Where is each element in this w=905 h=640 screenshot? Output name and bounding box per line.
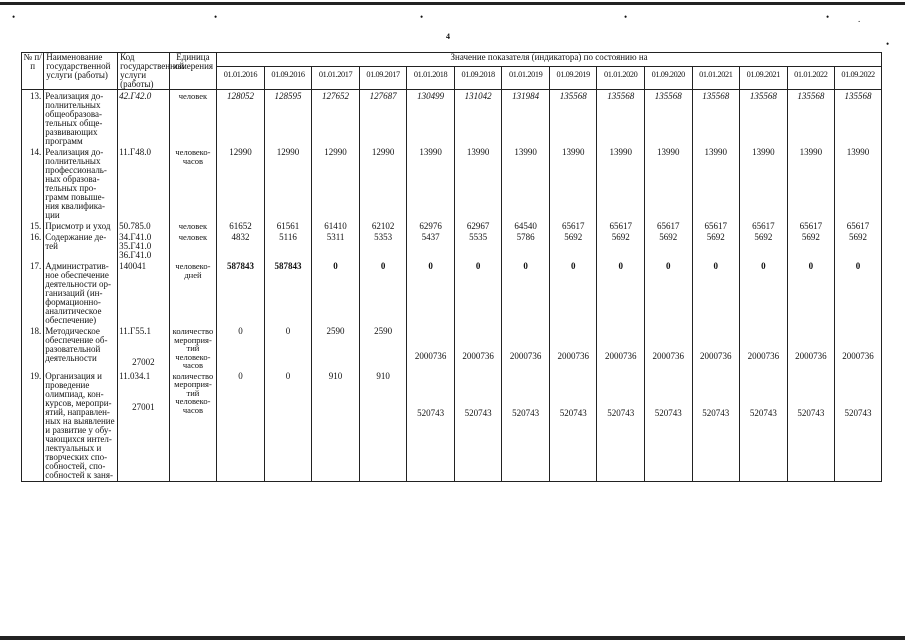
value-cell: 127687 [359,90,407,148]
value-cell: 2590 [312,326,360,371]
value-cell: 13990 [787,147,835,221]
row-number: 17. [22,261,44,326]
value-cell: 13990 [692,147,740,221]
value-cell: 131042 [454,90,502,148]
value-cell: 0 [407,261,455,326]
unit-group [169,326,217,371]
service-name: Организация и проведение олимпиад, кон-курсов, меропри-ятий, направлен-ных на выявление и развитие у обу-чающихся интел-лектуальных и творческих спо-собностей, спо-собностей к заня- [44,371,118,482]
value-cell: 520743 [454,371,502,482]
value-cell: 13990 [407,147,455,221]
service-code: 11.Г48.0 [118,147,170,221]
table-row [22,221,882,232]
value-cell: 65617 [692,221,740,232]
value-cell: 5437 [407,232,455,261]
value-cell: 520743 [835,371,882,482]
value-cell: 64540 [502,221,550,232]
service-code: 11.034.1 [119,370,151,381]
value-cell: 520743 [502,371,550,482]
row-number: 19. [22,371,44,482]
value-cell: 13990 [454,147,502,221]
header-date: 01.01.2016 [217,67,265,90]
value-cell: 0 [692,261,740,326]
value-cell: 910 [359,371,407,482]
service-name: Методическое обеспечение об-разовательной деятельности [44,326,118,371]
code-gap [119,381,168,403]
row-number: 13. [22,90,44,148]
value-cell: 2000736 [835,326,882,371]
value-cell: 135568 [787,90,835,148]
row-number: 15. [22,221,44,232]
value-cell: 5692 [597,232,645,261]
header-name: Наименование государственной услуги (работы) [44,53,118,90]
table-row [22,371,882,482]
value-cell: 135568 [692,90,740,148]
value-cell: 520743 [549,371,597,482]
value-cell: 13990 [502,147,550,221]
scan-speck: • [420,12,424,22]
unit-group [169,371,217,482]
value-cell: 128595 [264,90,312,148]
value-cell: 13990 [740,147,788,221]
indicator-table [21,52,882,482]
service-name: Административ-ное обеспечение деятельности ор-ганизаций (ин-формационно-аналитическое обеспечение) [44,261,118,326]
value-cell: 5692 [549,232,597,261]
value-cell: 2590 [359,326,407,371]
value-cell: 0 [787,261,835,326]
header-date: 01.01.2017 [312,67,360,90]
scan-speck: • [826,12,830,22]
value-cell: 0 [359,261,407,326]
value-cell: 65617 [644,221,692,232]
value-cell: 13990 [549,147,597,221]
value-cell: 0 [454,261,502,326]
value-cell: 0 [217,326,265,371]
value-cell: 0 [644,261,692,326]
value-cell: 65617 [835,221,882,232]
value-cell: 0 [835,261,882,326]
table-row [22,232,882,261]
value-cell: 5692 [692,232,740,261]
value-cell: 2000736 [740,326,788,371]
scan-speck: . [858,14,861,24]
value-cell: 0 [264,326,312,371]
header-num: № п/п [22,53,44,90]
value-cell: 65617 [597,221,645,232]
value-cell: 5692 [787,232,835,261]
value-cell: 62976 [407,221,455,232]
value-cell: 2000736 [644,326,692,371]
value-cell: 2000736 [597,326,645,371]
unit: количество мероприя-тий [172,370,214,398]
value-cell: 61652 [217,221,265,232]
value-cell: 0 [502,261,550,326]
unit: человек [169,90,217,148]
value-cell: 12990 [312,147,360,221]
value-cell: 61410 [312,221,360,232]
unit: человеко-часов [169,147,217,221]
value-cell: 12990 [359,147,407,221]
value-cell: 520743 [644,371,692,482]
value-cell: 0 [264,371,312,482]
unit: человек [169,232,217,261]
value-cell: 0 [549,261,597,326]
value-cell: 61561 [264,221,312,232]
value-cell: 127652 [312,90,360,148]
value-cell: 5692 [644,232,692,261]
header-date: 01.01.2018 [407,67,455,90]
service-code: 34.Г41.0 35.Г41.0 36.Г41.0 [118,232,170,261]
value-cell: 4832 [217,232,265,261]
scan-speck: • [886,39,890,49]
header-date: 01.09.2020 [644,67,692,90]
value-cell: 2000736 [787,326,835,371]
value-cell: 135568 [644,90,692,148]
value-cell: 12990 [217,147,265,221]
value-cell: 13990 [597,147,645,221]
value-cell: 5692 [835,232,882,261]
value-cell: 135568 [549,90,597,148]
header-code: Код государственной услуги (работы) [118,53,170,90]
unit: человеко-часов [175,351,211,370]
value-cell: 62967 [454,221,502,232]
header-date: 01.09.2018 [454,67,502,90]
value-cell: 910 [312,371,360,482]
value-cell: 65617 [740,221,788,232]
unit: человеко-часов [175,396,211,415]
value-cell: 587843 [264,261,312,326]
value-cell: 2000736 [692,326,740,371]
table-row [22,90,882,148]
value-cell: 65617 [549,221,597,232]
value-cell: 0 [217,371,265,482]
row-number: 14. [22,147,44,221]
scan-speck: • [214,12,218,22]
scan-top-edge [0,2,905,5]
unit: человеко-дней [169,261,217,326]
service-name: Реализация до-полнительных профессиональ-ных образова-тельных про-грамм повыше-ния квалифика-ции [44,147,118,221]
table-row [22,326,882,371]
service-name: Реализация до-полнительных общеобразова-тельных обще-развивающих программ [44,90,118,148]
value-cell: 2000736 [454,326,502,371]
header-date: 01.01.2021 [692,67,740,90]
value-cell: 2000736 [549,326,597,371]
value-cell: 13990 [644,147,692,221]
header-date: 01.09.2017 [359,67,407,90]
service-code-group [118,371,170,482]
service-name: Присмотр и уход [44,221,118,232]
value-cell: 0 [740,261,788,326]
service-code: 27002 [132,357,155,367]
value-cell: 520743 [692,371,740,482]
unit: человек [169,221,217,232]
table-row [22,147,882,221]
value-cell: 520743 [740,371,788,482]
row-number: 18. [22,326,44,371]
scan-bottom-edge [0,636,905,640]
value-cell: 5311 [312,232,360,261]
header-date: 01.01.2020 [597,67,645,90]
service-code-group [118,326,170,371]
value-cell: 0 [597,261,645,326]
value-cell: 5786 [502,232,550,261]
value-cell: 13990 [835,147,882,221]
service-code: 42.Г42.0 [118,90,170,148]
value-cell: 520743 [407,371,455,482]
table-row [22,261,882,326]
value-cell: 135568 [597,90,645,148]
service-code: 140041 [118,261,170,326]
value-cell: 520743 [787,371,835,482]
header-date: 01.09.2021 [740,67,788,90]
value-cell: 2000736 [502,326,550,371]
scan-speck: • [624,12,628,22]
header-date: 01.09.2019 [549,67,597,90]
service-code: 50.785.0 [118,221,170,232]
value-cell: 135568 [740,90,788,148]
value-cell: 128052 [217,90,265,148]
value-cell: 5353 [359,232,407,261]
header-group: Значение показателя (индикатора) по состоянию на [217,53,882,67]
scan-speck: • [12,12,16,22]
value-cell: 131984 [502,90,550,148]
value-cell: 130499 [407,90,455,148]
value-cell: 65617 [787,221,835,232]
value-cell: 135568 [835,90,882,148]
header-date: 01.09.2016 [264,67,312,90]
value-cell: 520743 [597,371,645,482]
header-date: 01.01.2022 [787,67,835,90]
service-code: 11.Г55.1 [119,326,151,336]
unit: количество мероприя-тий [172,326,214,353]
header-unit: Единица измерения [169,53,217,90]
value-cell: 5692 [740,232,788,261]
value-cell: 62102 [359,221,407,232]
row-number: 16. [22,232,44,261]
code-gap [119,336,168,358]
value-cell: 5116 [264,232,312,261]
value-cell: 0 [312,261,360,326]
header-date: 01.01.2019 [502,67,550,90]
header-date: 01.09.2022 [835,67,882,90]
value-cell: 12990 [264,147,312,221]
service-name: Содержание де-тей [44,232,118,261]
page-number: 4 [446,32,450,41]
value-cell: 2000736 [407,326,455,371]
service-code: 27001 [132,401,155,412]
value-cell: 5535 [454,232,502,261]
value-cell: 587843 [217,261,265,326]
